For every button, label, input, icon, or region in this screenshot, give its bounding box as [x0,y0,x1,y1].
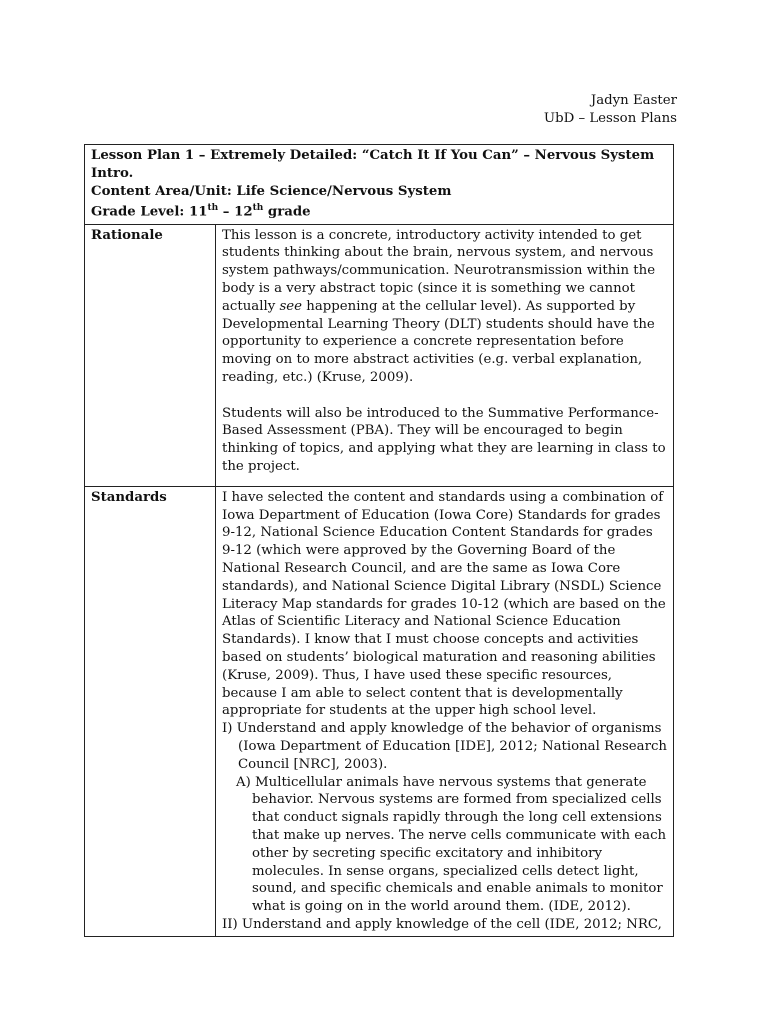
title-cell [85,145,674,225]
standard-item-1a: A) Multicellular animals have nervous systems that generate behavior. Nervous systems are formed from specialized cells that conduct signals rapidly through the long cell extensions that make up nerves. The nerve cells communicate with each other by secreting specific excitatory and inhibitory molecules. In sense organs, specialized cells detect light, sound, and specific chemicals and enable animals to monitor what is going on in the world around them. (IDE, 2012). [236,774,667,915]
rationale-content [216,224,674,486]
rationale-paragraph-1: This lesson is a concrete, introductory activity intended to get students thinking about the brain, nervous system, and nervous system pathways/communication. Neurotransmission within the body is a very abstract topic (since it is something we cannot actually see happening at the cellular level). As supported by Developmental Learning Theory (DLT) students should have the opportunity to experience a concrete representation before moving on to more abstract activities (e.g. verbal explanation, reading, etc.) (Kruse, 2009). [222,227,656,385]
lesson-plan-table [84,144,674,937]
document-subtitle: UbD – Lesson Plans [543,111,677,126]
standard-item-1: I) Understand and apply knowledge of the behavior of organisms (Iowa Department of Education [IDE], 2012; National Research Council [NRC], 2003). [222,721,667,772]
standards-intro: I have selected the content and standards using a combination of Iowa Department of Education (Iowa Core) Standards for grades 9-12, National Science Education Content Standards for grades 9-12 (which were approved by the Governing Board of the National Research Council, and are the same as Iowa Core standards), and National Science Digital Library (NSDL) Science Literacy Map standards for grades 10-12 (which are based on the Atlas of Scientific Literacy and National Science Education Standards). I know that I must choose concepts and activities based on students’ biological maturation and reasoning abilities (Kruse, 2009). Thus, I have used these specific resources, because I am able to select content that is developmentally appropriate for students at the upper high school level. [222,489,666,719]
rationale-label: Rationale [85,224,216,486]
title-row [85,145,674,225]
rationale-paragraph-2: Students will also be introduced to the Summative Performance-Based Assessment (PBA). They will be encouraged to begin thinking of topics, and applying what they are learning in class to the project. [222,405,666,474]
standards-row [85,486,674,936]
standards-label: Standards [85,486,216,936]
grade-level: Grade Level: 11th – 12th grade [91,203,311,220]
standard-item-2: II) Understand and apply knowledge of the cell (IDE, 2012; NRC, [222,916,662,932]
rationale-row [85,224,674,486]
content-area: Content Area/Unit: Life Science/Nervous System [91,183,452,199]
author-name: Jadyn Easter [590,93,677,108]
standards-content [216,486,674,936]
page-header [544,92,677,128]
lesson-title: Lesson Plan 1 – Extremely Detailed: “Catch It If You Can” – Nervous System Intro. [91,148,655,181]
